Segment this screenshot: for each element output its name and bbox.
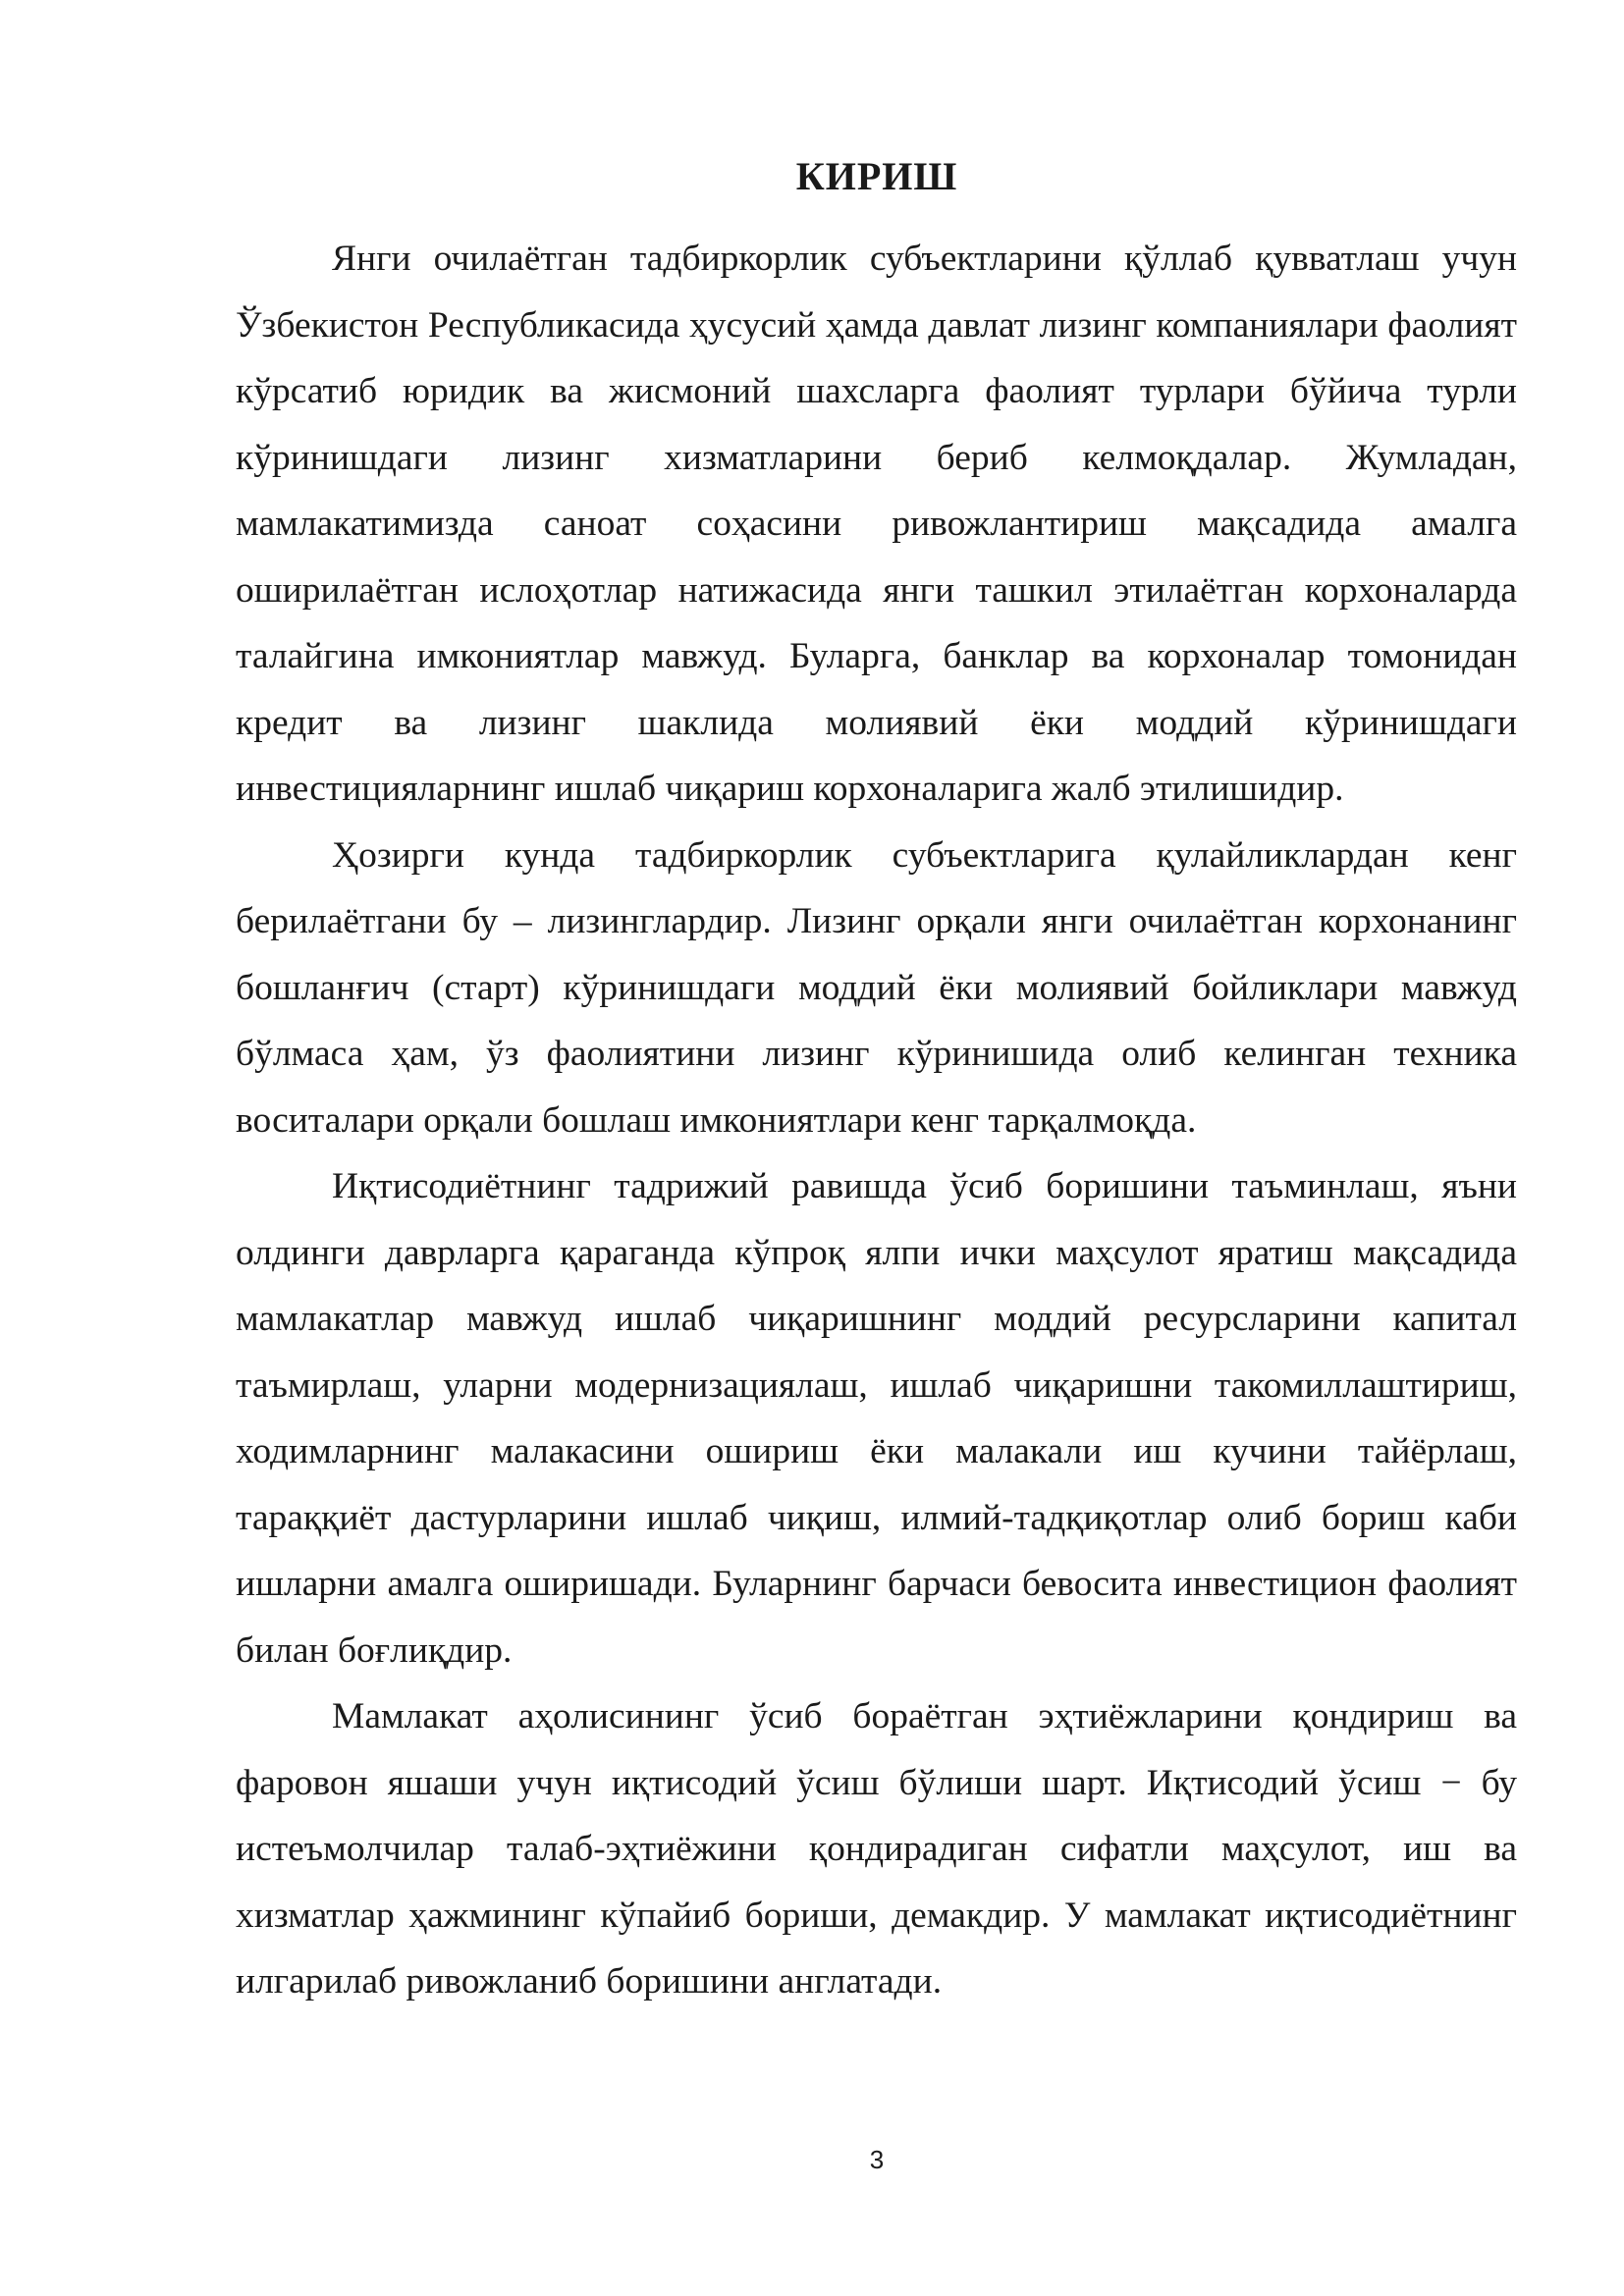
paragraph-4: Мамлакат аҳолисининг ўсиб бораётган эҳтиёжларини қондириш ва фаровон яшаши учун иқтисодий ўсиш бўлиши шарт. Иқтисодий ўсиш − бу истеъмолчилар талаб-эҳтиёжини қондирадиган сифатли маҳсулот, иш ва хизматлар ҳажмининг кўпайиб бориши, демакдир. У мамлакат иқтисодиётнинг илгарилаб ривожланиб боришини англатади. <box>236 1696 1517 2002</box>
paragraph-2: Ҳозирги кунда тадбиркорлик субъектларига қулайликлардан кенг берилаётгани бу – лизинглардир. Лизинг орқали янги очилаётган корхонанинг бошланғич (старт) кўринишдаги моддий ёки молиявий бойликлари мавжуд бўлмаса ҳам, ўз фаолиятини лизинг кўринишида олиб келинган техника воситалари орқали бошлаш имкониятлари кенг тарқалмоқда. <box>236 834 1517 1141</box>
page-number: 3 <box>869 2145 885 2174</box>
section-title: КИРИШ <box>795 154 958 198</box>
paragraph-3: Иқтисодиётнинг тадрижий равишда ўсиб боришини таъминлаш, яъни олдинги даврларга қараганда кўпроқ ялпи ички маҳсулот яратиш мақсадида мамлакатлар мавжуд ишлаб чиқаришнинг моддий ресурсларини капитал таъмирлаш, уларни модернизациялаш, ишлаб чиқаришни такомиллаштириш, ходимларнинг малакасини ошириш ёки малакали иш кучини тайёрлаш, тараққиёт дастурларини ишлаб чиқиш, илмий-тадқиқотлар олиб бориш каби ишларни амалга оширишади. Буларнинг барчаси бевосита инвестицион фаолият билан боғлиқдир. <box>236 1166 1517 1671</box>
body-text <box>236 226 1517 2015</box>
paragraph-1: Янги очилаётган тадбиркорлик субъектларини қўллаб қувватлаш учун Ўзбекистон Республикасида ҳусусий ҳамда давлат лизинг компаниялари фаолият кўрсатиб юридик ва жисмоний шахсларга фаолият турлари бўйича турли кўринишдаги лизинг хизматларини бериб келмоқдалар. Жумладан, мамлакатимизда саноат соҳасини ривожлантириш мақсадида амалга оширилаётган ислоҳотлар натижасида янги ташкил этилаётган корхоналарда талайгина имкониятлар мавжуд. Буларга, банклар ва корхоналар томонидан кредит ва лизинг шаклида молиявий ёки моддий кўринишдаги инвестицияларнинг ишлаб чиқариш корхоналарига жалб этилишидир. <box>236 239 1517 809</box>
